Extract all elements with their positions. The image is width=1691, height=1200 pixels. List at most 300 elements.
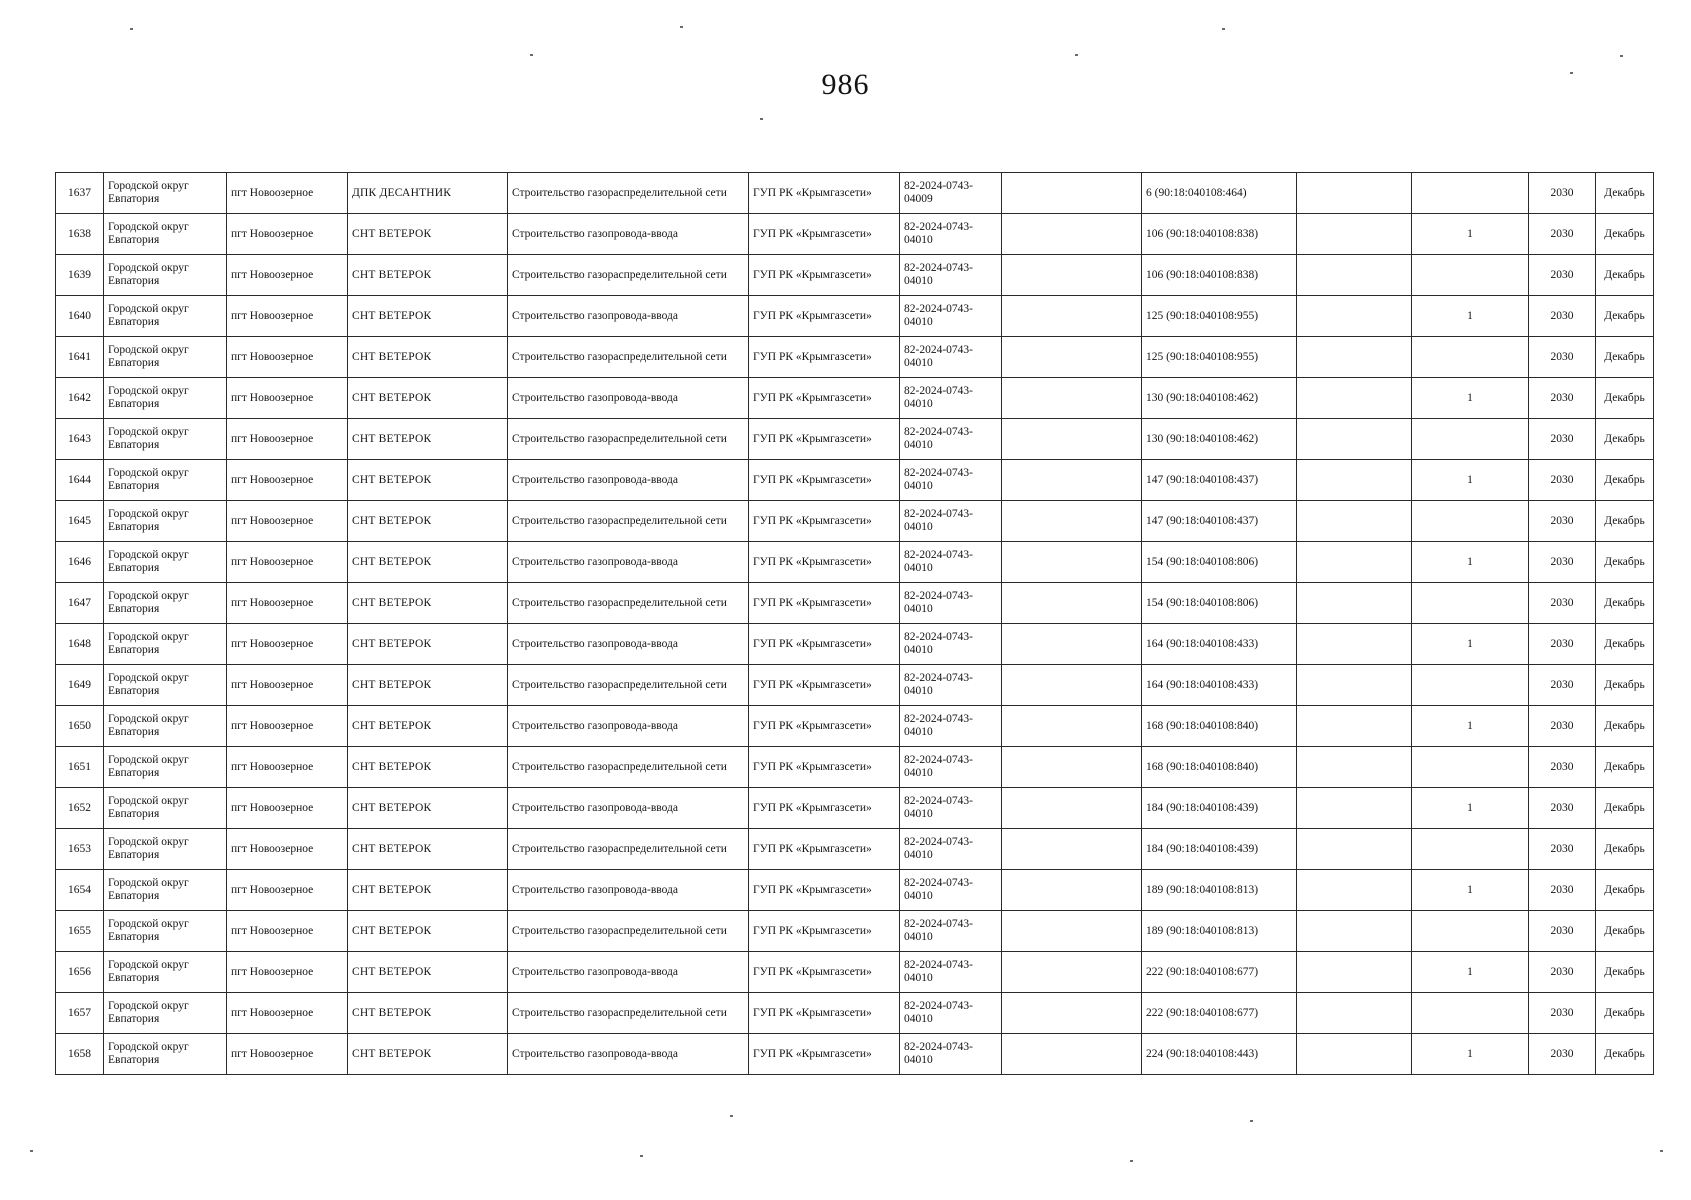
table-row [56,706,1654,747]
municipality-cell: Городской округ Евпатория [104,542,227,583]
quantity-cell [1412,501,1529,542]
empty-cell [1297,460,1412,501]
object-cell: СНТ ВЕТЕРОК [348,419,508,460]
program-code-cell: 82-2024-0743-04010 [900,911,1002,952]
plot-cell: 164 (90:18:040108:433) [1142,624,1297,665]
work-type-cell: Строительство газораспределительной сети [508,337,749,378]
empty-cell [1297,583,1412,624]
organization-cell: ГУП РК «Крымгазсети» [749,501,900,542]
month-cell: Декабрь [1596,952,1654,993]
municipality-cell: Городской округ Евпатория [104,706,227,747]
program-code-cell: 82-2024-0743-04010 [900,1034,1002,1075]
plot-cell: 154 (90:18:040108:806) [1142,583,1297,624]
empty-cell [1002,296,1142,337]
empty-cell [1002,378,1142,419]
year-cell: 2030 [1529,747,1596,788]
municipality-cell: Городской округ Евпатория [104,337,227,378]
settlement-cell: пгт Новоозерное [227,1034,348,1075]
organization-cell: ГУП РК «Крымгазсети» [749,747,900,788]
table-row [56,788,1654,829]
empty-cell [1002,788,1142,829]
plot-cell: 222 (90:18:040108:677) [1142,993,1297,1034]
empty-cell [1297,378,1412,419]
quantity-cell: 1 [1412,870,1529,911]
settlement-cell: пгт Новоозерное [227,255,348,296]
year-cell: 2030 [1529,460,1596,501]
table-row [56,173,1654,214]
organization-cell: ГУП РК «Крымгазсети» [749,296,900,337]
row-number-cell: 1645 [56,501,104,542]
settlement-cell: пгт Новоозерное [227,952,348,993]
year-cell: 2030 [1529,296,1596,337]
municipality-cell: Городской округ Евпатория [104,501,227,542]
table-row [56,911,1654,952]
empty-cell [1002,1034,1142,1075]
quantity-cell [1412,337,1529,378]
table-row [56,460,1654,501]
month-cell: Декабрь [1596,460,1654,501]
work-type-cell: Строительство газопровода-ввода [508,870,749,911]
work-type-cell: Строительство газопровода-ввода [508,460,749,501]
settlement-cell: пгт Новоозерное [227,706,348,747]
municipality-cell: Городской округ Евпатория [104,214,227,255]
program-code-cell: 82-2024-0743-04010 [900,378,1002,419]
row-number-cell: 1638 [56,214,104,255]
program-code-cell: 82-2024-0743-04010 [900,870,1002,911]
month-cell: Декабрь [1596,419,1654,460]
municipality-cell: Городской округ Евпатория [104,993,227,1034]
scan-speck [530,54,533,56]
table-row [56,542,1654,583]
object-cell: СНТ ВЕТЕРОК [348,624,508,665]
table-row [56,624,1654,665]
year-cell: 2030 [1529,1034,1596,1075]
settlement-cell: пгт Новоозерное [227,788,348,829]
empty-cell [1002,624,1142,665]
month-cell: Декабрь [1596,1034,1654,1075]
register-table [55,172,1654,1075]
organization-cell: ГУП РК «Крымгазсети» [749,952,900,993]
quantity-cell: 1 [1412,788,1529,829]
table-row [56,337,1654,378]
object-cell: СНТ ВЕТЕРОК [348,829,508,870]
plot-cell: 168 (90:18:040108:840) [1142,747,1297,788]
row-number-cell: 1637 [56,173,104,214]
quantity-cell: 1 [1412,706,1529,747]
table-row [56,501,1654,542]
object-cell: СНТ ВЕТЕРОК [348,583,508,624]
empty-cell [1297,829,1412,870]
object-cell: СНТ ВЕТЕРОК [348,788,508,829]
table-row [56,378,1654,419]
program-code-cell: 82-2024-0743-04010 [900,337,1002,378]
object-cell: СНТ ВЕТЕРОК [348,706,508,747]
object-cell: СНТ ВЕТЕРОК [348,993,508,1034]
empty-cell [1002,829,1142,870]
year-cell: 2030 [1529,583,1596,624]
program-code-cell: 82-2024-0743-04010 [900,460,1002,501]
municipality-cell: Городской округ Евпатория [104,747,227,788]
scan-speck [1075,54,1078,56]
settlement-cell: пгт Новоозерное [227,378,348,419]
quantity-cell [1412,747,1529,788]
month-cell: Декабрь [1596,296,1654,337]
month-cell: Декабрь [1596,993,1654,1034]
month-cell: Декабрь [1596,911,1654,952]
organization-cell: ГУП РК «Крымгазсети» [749,255,900,296]
object-cell: СНТ ВЕТЕРОК [348,255,508,296]
empty-cell [1297,296,1412,337]
empty-cell [1002,542,1142,583]
quantity-cell [1412,583,1529,624]
plot-cell: 184 (90:18:040108:439) [1142,788,1297,829]
row-number-cell: 1640 [56,296,104,337]
municipality-cell: Городской округ Евпатория [104,911,227,952]
quantity-cell [1412,829,1529,870]
table-row [56,583,1654,624]
empty-cell [1002,665,1142,706]
object-cell: СНТ ВЕТЕРОК [348,952,508,993]
row-number-cell: 1642 [56,378,104,419]
municipality-cell: Городской округ Евпатория [104,296,227,337]
empty-cell [1002,337,1142,378]
municipality-cell: Городской округ Евпатория [104,173,227,214]
organization-cell: ГУП РК «Крымгазсети» [749,624,900,665]
organization-cell: ГУП РК «Крымгазсети» [749,1034,900,1075]
year-cell: 2030 [1529,870,1596,911]
municipality-cell: Городской округ Евпатория [104,829,227,870]
table-row [56,829,1654,870]
plot-cell: 224 (90:18:040108:443) [1142,1034,1297,1075]
organization-cell: ГУП РК «Крымгазсети» [749,460,900,501]
empty-cell [1002,706,1142,747]
work-type-cell: Строительство газораспределительной сети [508,419,749,460]
settlement-cell: пгт Новоозерное [227,870,348,911]
table-row [56,214,1654,255]
table-row [56,296,1654,337]
municipality-cell: Городской округ Евпатория [104,665,227,706]
month-cell: Декабрь [1596,665,1654,706]
program-code-cell: 82-2024-0743-04009 [900,173,1002,214]
object-cell: СНТ ВЕТЕРОК [348,337,508,378]
work-type-cell: Строительство газораспределительной сети [508,747,749,788]
table-row [56,993,1654,1034]
organization-cell: ГУП РК «Крымгазсети» [749,993,900,1034]
municipality-cell: Городской округ Евпатория [104,870,227,911]
settlement-cell: пгт Новоозерное [227,747,348,788]
plot-cell: 168 (90:18:040108:840) [1142,706,1297,747]
scan-speck [1570,72,1573,74]
work-type-cell: Строительство газораспределительной сети [508,501,749,542]
municipality-cell: Городской округ Евпатория [104,255,227,296]
year-cell: 2030 [1529,911,1596,952]
program-code-cell: 82-2024-0743-04010 [900,624,1002,665]
register-body [56,173,1654,1075]
empty-cell [1297,706,1412,747]
object-cell: СНТ ВЕТЕРОК [348,378,508,419]
scan-speck [640,1155,643,1157]
month-cell: Декабрь [1596,214,1654,255]
program-code-cell: 82-2024-0743-04010 [900,952,1002,993]
empty-cell [1297,337,1412,378]
year-cell: 2030 [1529,419,1596,460]
organization-cell: ГУП РК «Крымгазсети» [749,214,900,255]
program-code-cell: 82-2024-0743-04010 [900,747,1002,788]
municipality-cell: Городской округ Евпатория [104,460,227,501]
month-cell: Декабрь [1596,624,1654,665]
settlement-cell: пгт Новоозерное [227,665,348,706]
quantity-cell: 1 [1412,952,1529,993]
year-cell: 2030 [1529,952,1596,993]
empty-cell [1002,993,1142,1034]
work-type-cell: Строительство газопровода-ввода [508,378,749,419]
empty-cell [1297,665,1412,706]
year-cell: 2030 [1529,173,1596,214]
settlement-cell: пгт Новоозерное [227,911,348,952]
empty-cell [1002,419,1142,460]
empty-cell [1002,911,1142,952]
month-cell: Декабрь [1596,255,1654,296]
work-type-cell: Строительство газопровода-ввода [508,624,749,665]
month-cell: Декабрь [1596,583,1654,624]
quantity-cell: 1 [1412,214,1529,255]
table-row [56,952,1654,993]
program-code-cell: 82-2024-0743-04010 [900,214,1002,255]
scan-speck [1250,1120,1253,1122]
work-type-cell: Строительство газораспределительной сети [508,583,749,624]
plot-cell: 222 (90:18:040108:677) [1142,952,1297,993]
settlement-cell: пгт Новоозерное [227,501,348,542]
work-type-cell: Строительство газораспределительной сети [508,665,749,706]
empty-cell [1297,952,1412,993]
empty-cell [1002,214,1142,255]
month-cell: Декабрь [1596,337,1654,378]
scan-speck [1660,1150,1663,1152]
empty-cell [1297,542,1412,583]
work-type-cell: Строительство газопровода-ввода [508,542,749,583]
empty-cell [1297,747,1412,788]
quantity-cell [1412,911,1529,952]
plot-cell: 130 (90:18:040108:462) [1142,378,1297,419]
work-type-cell: Строительство газопровода-ввода [508,706,749,747]
plot-cell: 106 (90:18:040108:838) [1142,255,1297,296]
quantity-cell [1412,173,1529,214]
table-row [56,665,1654,706]
year-cell: 2030 [1529,624,1596,665]
work-type-cell: Строительство газораспределительной сети [508,173,749,214]
empty-cell [1002,501,1142,542]
quantity-cell [1412,665,1529,706]
organization-cell: ГУП РК «Крымгазсети» [749,665,900,706]
table-row [56,255,1654,296]
plot-cell: 147 (90:18:040108:437) [1142,460,1297,501]
work-type-cell: Строительство газораспределительной сети [508,993,749,1034]
municipality-cell: Городской округ Евпатория [104,788,227,829]
object-cell: СНТ ВЕТЕРОК [348,214,508,255]
object-cell: СНТ ВЕТЕРОК [348,911,508,952]
year-cell: 2030 [1529,378,1596,419]
year-cell: 2030 [1529,706,1596,747]
empty-cell [1002,952,1142,993]
quantity-cell: 1 [1412,542,1529,583]
work-type-cell: Строительство газопровода-ввода [508,296,749,337]
object-cell: СНТ ВЕТЕРОК [348,870,508,911]
scan-speck [760,118,763,120]
row-number-cell: 1648 [56,624,104,665]
object-cell: СНТ ВЕТЕРОК [348,501,508,542]
municipality-cell: Городской округ Евпатория [104,624,227,665]
empty-cell [1297,788,1412,829]
work-type-cell: Строительство газораспределительной сети [508,255,749,296]
organization-cell: ГУП РК «Крымгазсети» [749,870,900,911]
month-cell: Декабрь [1596,829,1654,870]
empty-cell [1297,214,1412,255]
organization-cell: ГУП РК «Крымгазсети» [749,337,900,378]
municipality-cell: Городской округ Евпатория [104,419,227,460]
row-number-cell: 1644 [56,460,104,501]
empty-cell [1297,870,1412,911]
plot-cell: 189 (90:18:040108:813) [1142,911,1297,952]
month-cell: Декабрь [1596,173,1654,214]
program-code-cell: 82-2024-0743-04010 [900,296,1002,337]
program-code-cell: 82-2024-0743-04010 [900,993,1002,1034]
row-number-cell: 1641 [56,337,104,378]
quantity-cell [1412,993,1529,1034]
row-number-cell: 1649 [56,665,104,706]
empty-cell [1002,747,1142,788]
settlement-cell: пгт Новоозерное [227,829,348,870]
year-cell: 2030 [1529,993,1596,1034]
settlement-cell: пгт Новоозерное [227,460,348,501]
program-code-cell: 82-2024-0743-04010 [900,255,1002,296]
object-cell: СНТ ВЕТЕРОК [348,747,508,788]
program-code-cell: 82-2024-0743-04010 [900,829,1002,870]
empty-cell [1002,870,1142,911]
row-number-cell: 1653 [56,829,104,870]
empty-cell [1297,173,1412,214]
organization-cell: ГУП РК «Крымгазсети» [749,706,900,747]
organization-cell: ГУП РК «Крымгазсети» [749,788,900,829]
table-row [56,419,1654,460]
scan-speck [730,1115,733,1117]
organization-cell: ГУП РК «Крымгазсети» [749,583,900,624]
scan-speck [1222,28,1225,30]
object-cell: СНТ ВЕТЕРОК [348,296,508,337]
plot-cell: 130 (90:18:040108:462) [1142,419,1297,460]
settlement-cell: пгт Новоозерное [227,214,348,255]
year-cell: 2030 [1529,829,1596,870]
municipality-cell: Городской округ Евпатория [104,1034,227,1075]
row-number-cell: 1643 [56,419,104,460]
page-number: 986 [821,68,870,101]
year-cell: 2030 [1529,214,1596,255]
table-row [56,1034,1654,1075]
row-number-cell: 1658 [56,1034,104,1075]
municipality-cell: Городской округ Евпатория [104,378,227,419]
month-cell: Декабрь [1596,501,1654,542]
program-code-cell: 82-2024-0743-04010 [900,583,1002,624]
settlement-cell: пгт Новоозерное [227,624,348,665]
settlement-cell: пгт Новоозерное [227,337,348,378]
object-cell: ДПК ДЕСАНТНИК [348,173,508,214]
month-cell: Декабрь [1596,788,1654,829]
year-cell: 2030 [1529,501,1596,542]
empty-cell [1002,173,1142,214]
empty-cell [1002,460,1142,501]
program-code-cell: 82-2024-0743-04010 [900,706,1002,747]
program-code-cell: 82-2024-0743-04010 [900,542,1002,583]
month-cell: Декабрь [1596,542,1654,583]
settlement-cell: пгт Новоозерное [227,993,348,1034]
year-cell: 2030 [1529,337,1596,378]
row-number-cell: 1646 [56,542,104,583]
plot-cell: 154 (90:18:040108:806) [1142,542,1297,583]
program-code-cell: 82-2024-0743-04010 [900,501,1002,542]
work-type-cell: Строительство газопровода-ввода [508,788,749,829]
row-number-cell: 1654 [56,870,104,911]
work-type-cell: Строительство газораспределительной сети [508,911,749,952]
month-cell: Декабрь [1596,747,1654,788]
row-number-cell: 1651 [56,747,104,788]
row-number-cell: 1652 [56,788,104,829]
year-cell: 2030 [1529,542,1596,583]
empty-cell [1297,1034,1412,1075]
quantity-cell: 1 [1412,460,1529,501]
plot-cell: 184 (90:18:040108:439) [1142,829,1297,870]
program-code-cell: 82-2024-0743-04010 [900,665,1002,706]
object-cell: СНТ ВЕТЕРОК [348,665,508,706]
organization-cell: ГУП РК «Крымгазсети» [749,911,900,952]
quantity-cell: 1 [1412,296,1529,337]
year-cell: 2030 [1529,665,1596,706]
quantity-cell [1412,255,1529,296]
organization-cell: ГУП РК «Крымгазсети» [749,419,900,460]
row-number-cell: 1650 [56,706,104,747]
organization-cell: ГУП РК «Крымгазсети» [749,829,900,870]
empty-cell [1297,993,1412,1034]
empty-cell [1297,419,1412,460]
settlement-cell: пгт Новоозерное [227,296,348,337]
quantity-cell [1412,419,1529,460]
plot-cell: 189 (90:18:040108:813) [1142,870,1297,911]
scan-speck [30,1150,33,1152]
row-number-cell: 1647 [56,583,104,624]
scan-speck [130,28,133,30]
scan-speck [1130,1160,1133,1162]
work-type-cell: Строительство газопровода-ввода [508,214,749,255]
settlement-cell: пгт Новоозерное [227,542,348,583]
scan-speck [680,26,683,28]
settlement-cell: пгт Новоозерное [227,173,348,214]
object-cell: СНТ ВЕТЕРОК [348,542,508,583]
municipality-cell: Городской округ Евпатория [104,952,227,993]
scan-speck [1620,55,1623,57]
quantity-cell: 1 [1412,1034,1529,1075]
work-type-cell: Строительство газопровода-ввода [508,952,749,993]
work-type-cell: Строительство газораспределительной сети [508,829,749,870]
plot-cell: 125 (90:18:040108:955) [1142,296,1297,337]
month-cell: Декабрь [1596,870,1654,911]
work-type-cell: Строительство газопровода-ввода [508,1034,749,1075]
table-row [56,870,1654,911]
plot-cell: 125 (90:18:040108:955) [1142,337,1297,378]
object-cell: СНТ ВЕТЕРОК [348,460,508,501]
plot-cell: 164 (90:18:040108:433) [1142,665,1297,706]
organization-cell: ГУП РК «Крымгазсети» [749,173,900,214]
object-cell: СНТ ВЕТЕРОК [348,1034,508,1075]
empty-cell [1002,583,1142,624]
year-cell: 2030 [1529,788,1596,829]
